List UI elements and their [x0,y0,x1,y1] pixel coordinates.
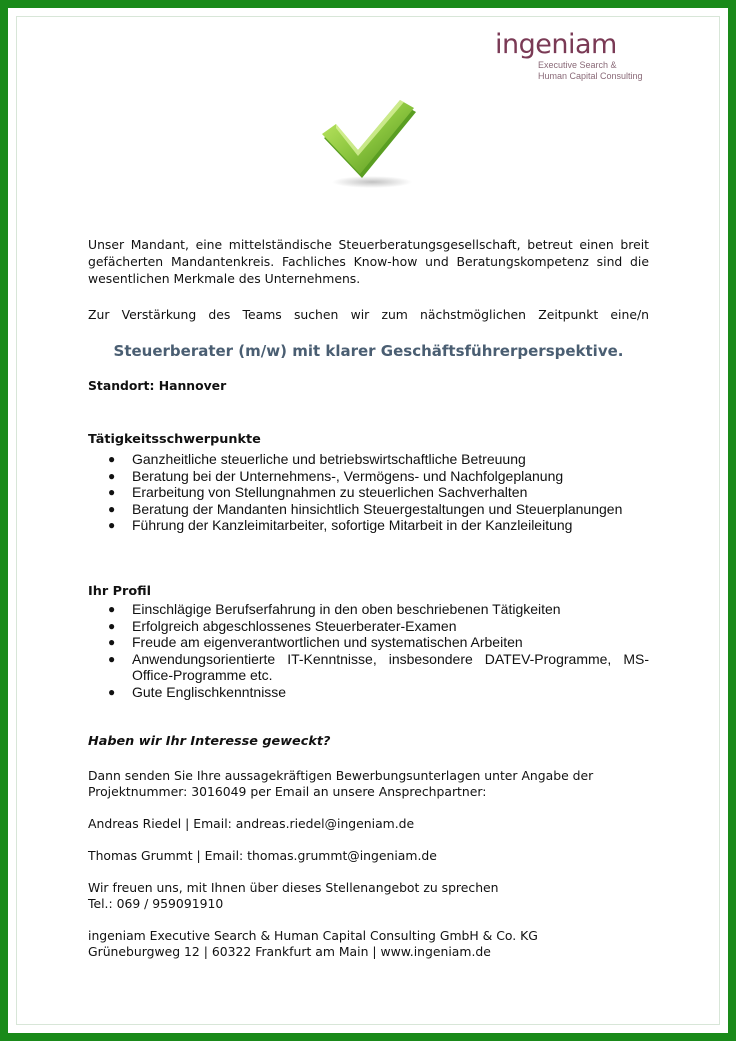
logo-subline-1: Executive Search & [538,60,617,70]
list-item: ● Einschlägige Berufserfahrung in den oben beschriebenen Tätigkeiten [108,601,561,617]
list-item: ● Erfolgreich abgeschlossenes Steuerberater-Examen [108,617,457,634]
bullet-icon: ● [108,501,116,516]
list-item: ● Beratung bei der Unternehmens-, Vermögens- und Nachfolgeplanung [108,467,564,484]
bullet-icon: ● [108,618,116,633]
list-item: ● Gute Englischkenntnisse [108,683,287,700]
application-instructions: Dann senden Sie Ihre aussagekräftigen Bewerbungsunterlagen unter Angabe der Projektnummer: 3016049 per Email an unsere Ansprechpartner: [88,768,594,799]
list-item: ● Beratung der Mandanten hinsichtlich Steuergestaltungen und Steuerplanungen [108,500,623,517]
bullet-icon: ● [108,684,116,699]
intro-paragraph: Unser Mandant, eine mittelständische Steuerberatungsgesellschaft, betreut einen breit gefächerten Mandantenkreis. Fachliches Know-how und Beratungskompetenz sind die wesentlichen Merkmale des Unternehmens. [88,237,649,286]
company-name: ingeniam Executive Search & Human Capital Consulting GmbH & Co. KG [88,928,538,943]
bullet-icon: ● [108,651,116,666]
logo-wordmark: ingeniam [495,29,617,60]
list-item: ● Führung der Kanzleimitarbeiter, sofortige Mitarbeit in der Kanzleileitung [108,517,573,533]
profile-title: Ihr Profil [88,584,151,599]
duties-title: Tätigkeitsschwerpunkte [88,432,261,447]
list-item: ● Freude am eigenverantwortlichen und systematischen Arbeiten [108,634,523,650]
bullet-icon: ● [108,468,116,483]
duties-list [88,451,649,534]
bullet-icon: ● [108,602,116,616]
intro-search-line: Zur Verstärkung des Teams suchen wir zum nächstmöglichen Zeitpunkt eine/n [88,307,649,322]
job-headline: Steuerberater (m/w) mit klarer Geschäftsführerperspektive. [113,342,624,360]
closing-text: Wir freuen uns, mit Ihnen über dieses Stellenangebot zu sprechen [88,880,499,895]
list-item: ● Anwendungsorientierte IT-Kenntnisse, insbesondere DATEV-Programme, MS-Office-Programme etc. [108,650,649,683]
interest-question: Haben wir Ihr Interesse geweckt? [88,734,331,749]
bullet-icon: ● [108,485,116,499]
logo-subline-2: Human Capital Consulting [538,71,643,81]
job-location: Standort: Hannover [88,378,227,393]
bullet-icon: ● [108,635,116,649]
contact-person-1: Andreas Riedel | Email: andreas.riedel@ingeniam.de [88,816,415,831]
phone-number: Tel.: 069 / 959091910 [88,896,224,911]
company-logo [495,30,655,82]
checkmark-icon [320,98,420,190]
contact-person-2: Thomas Grummt | Email: thomas.grummt@ingeniam.de [88,848,437,863]
company-address: Grüneburgweg 12 | 60322 Frankfurt am Main | www.ingeniam.de [88,944,491,959]
list-item: ● Erarbeitung von Stellungnahmen zu steuerlichen Sachverhalten [108,484,528,500]
bullet-icon: ● [108,452,116,466]
list-item: ● Ganzheitliche steuerliche und betriebswirtschaftliche Betreuung [108,451,526,467]
bullet-icon: ● [108,518,116,532]
profile-list [88,601,649,700]
